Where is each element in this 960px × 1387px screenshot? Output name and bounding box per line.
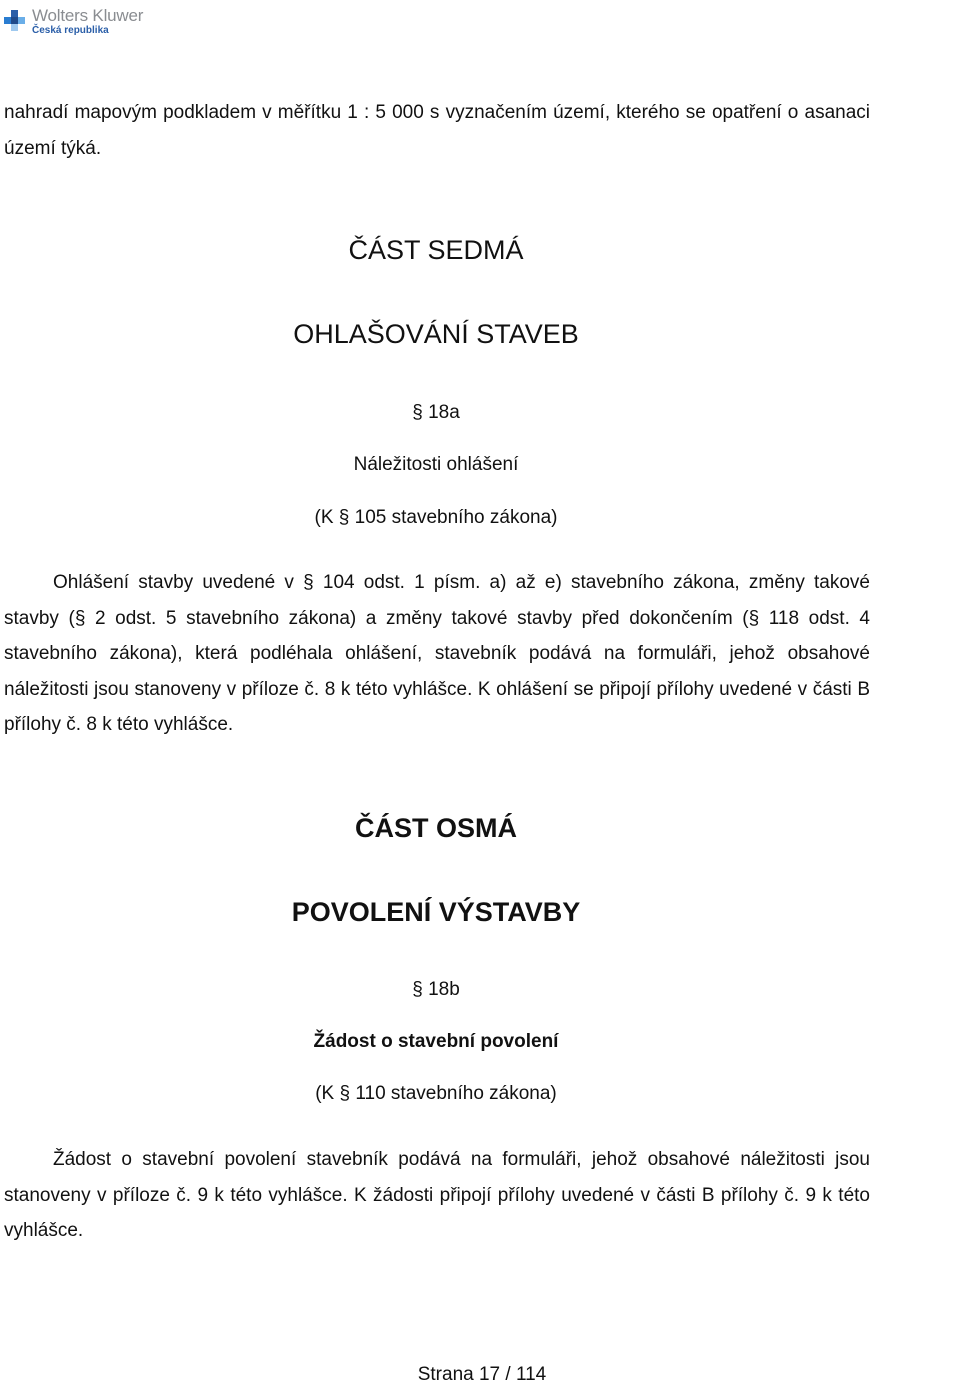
section-18b-number: § 18b — [412, 979, 460, 1000]
intro-paragraph: nahradí mapovým podkladem v měřítku 1 : 5 000 s vyznačením území, kterého se opatření o asanaci území týká. — [4, 102, 870, 159]
part-seven-heading: ČÁST SEDMÁ — [348, 235, 524, 265]
part-eight-title: POVOLENÍ VÝSTAVBY — [291, 897, 581, 927]
section-18a-number: § 18a — [412, 402, 460, 423]
section-18b-reference: (K § 110 stavebního zákona) — [315, 1083, 557, 1104]
wolters-kluwer-logo — [4, 4, 143, 38]
logo-mark-icon — [4, 10, 26, 32]
page-number: Strana 17 / 114 — [417, 1364, 547, 1385]
logo-subtitle: Česká republika — [32, 24, 109, 36]
part-eight-heading: ČÁST OSMÁ — [355, 813, 517, 843]
part-seven-title: OHLAŠOVÁNÍ STAVEB — [293, 319, 579, 349]
section-18a-paragraph: Ohlášení stavby uvedené v § 104 odst. 1 písm. a) až e) stavebního zákona, změny takové stavby (§ 2 odst. 5 stavebního zákona) a změny takové stavby před dokončením (§ 118 odst. 4 stavebního zákona), která podléhala ohlášení, stavebník podává na formuláři, jehož obsahové náležitosti jsou stanoveny v příloze č. 8 k této vyhlášce. K ohlášení se připojí přílohy uvedené v části B přílohy č. 8 k této vyhlášce. — [4, 572, 870, 735]
section-18b-title: Žádost o stavební povolení — [313, 1031, 559, 1052]
logo-name: Wolters Kluwer — [32, 5, 144, 25]
section-18b-paragraph: Žádost o stavební povolení stavebník podává na formuláři, jehož obsahové náležitosti jsou stanoveny v příloze č. 9 k této vyhlášce. K žádosti připojí přílohy uvedené v části B přílohy č. 9 k této vyhlášce. — [4, 1149, 870, 1241]
section-18a-title: Náležitosti ohlášení — [353, 454, 519, 475]
section-18a-reference: (K § 105 stavebního zákona) — [314, 507, 558, 528]
